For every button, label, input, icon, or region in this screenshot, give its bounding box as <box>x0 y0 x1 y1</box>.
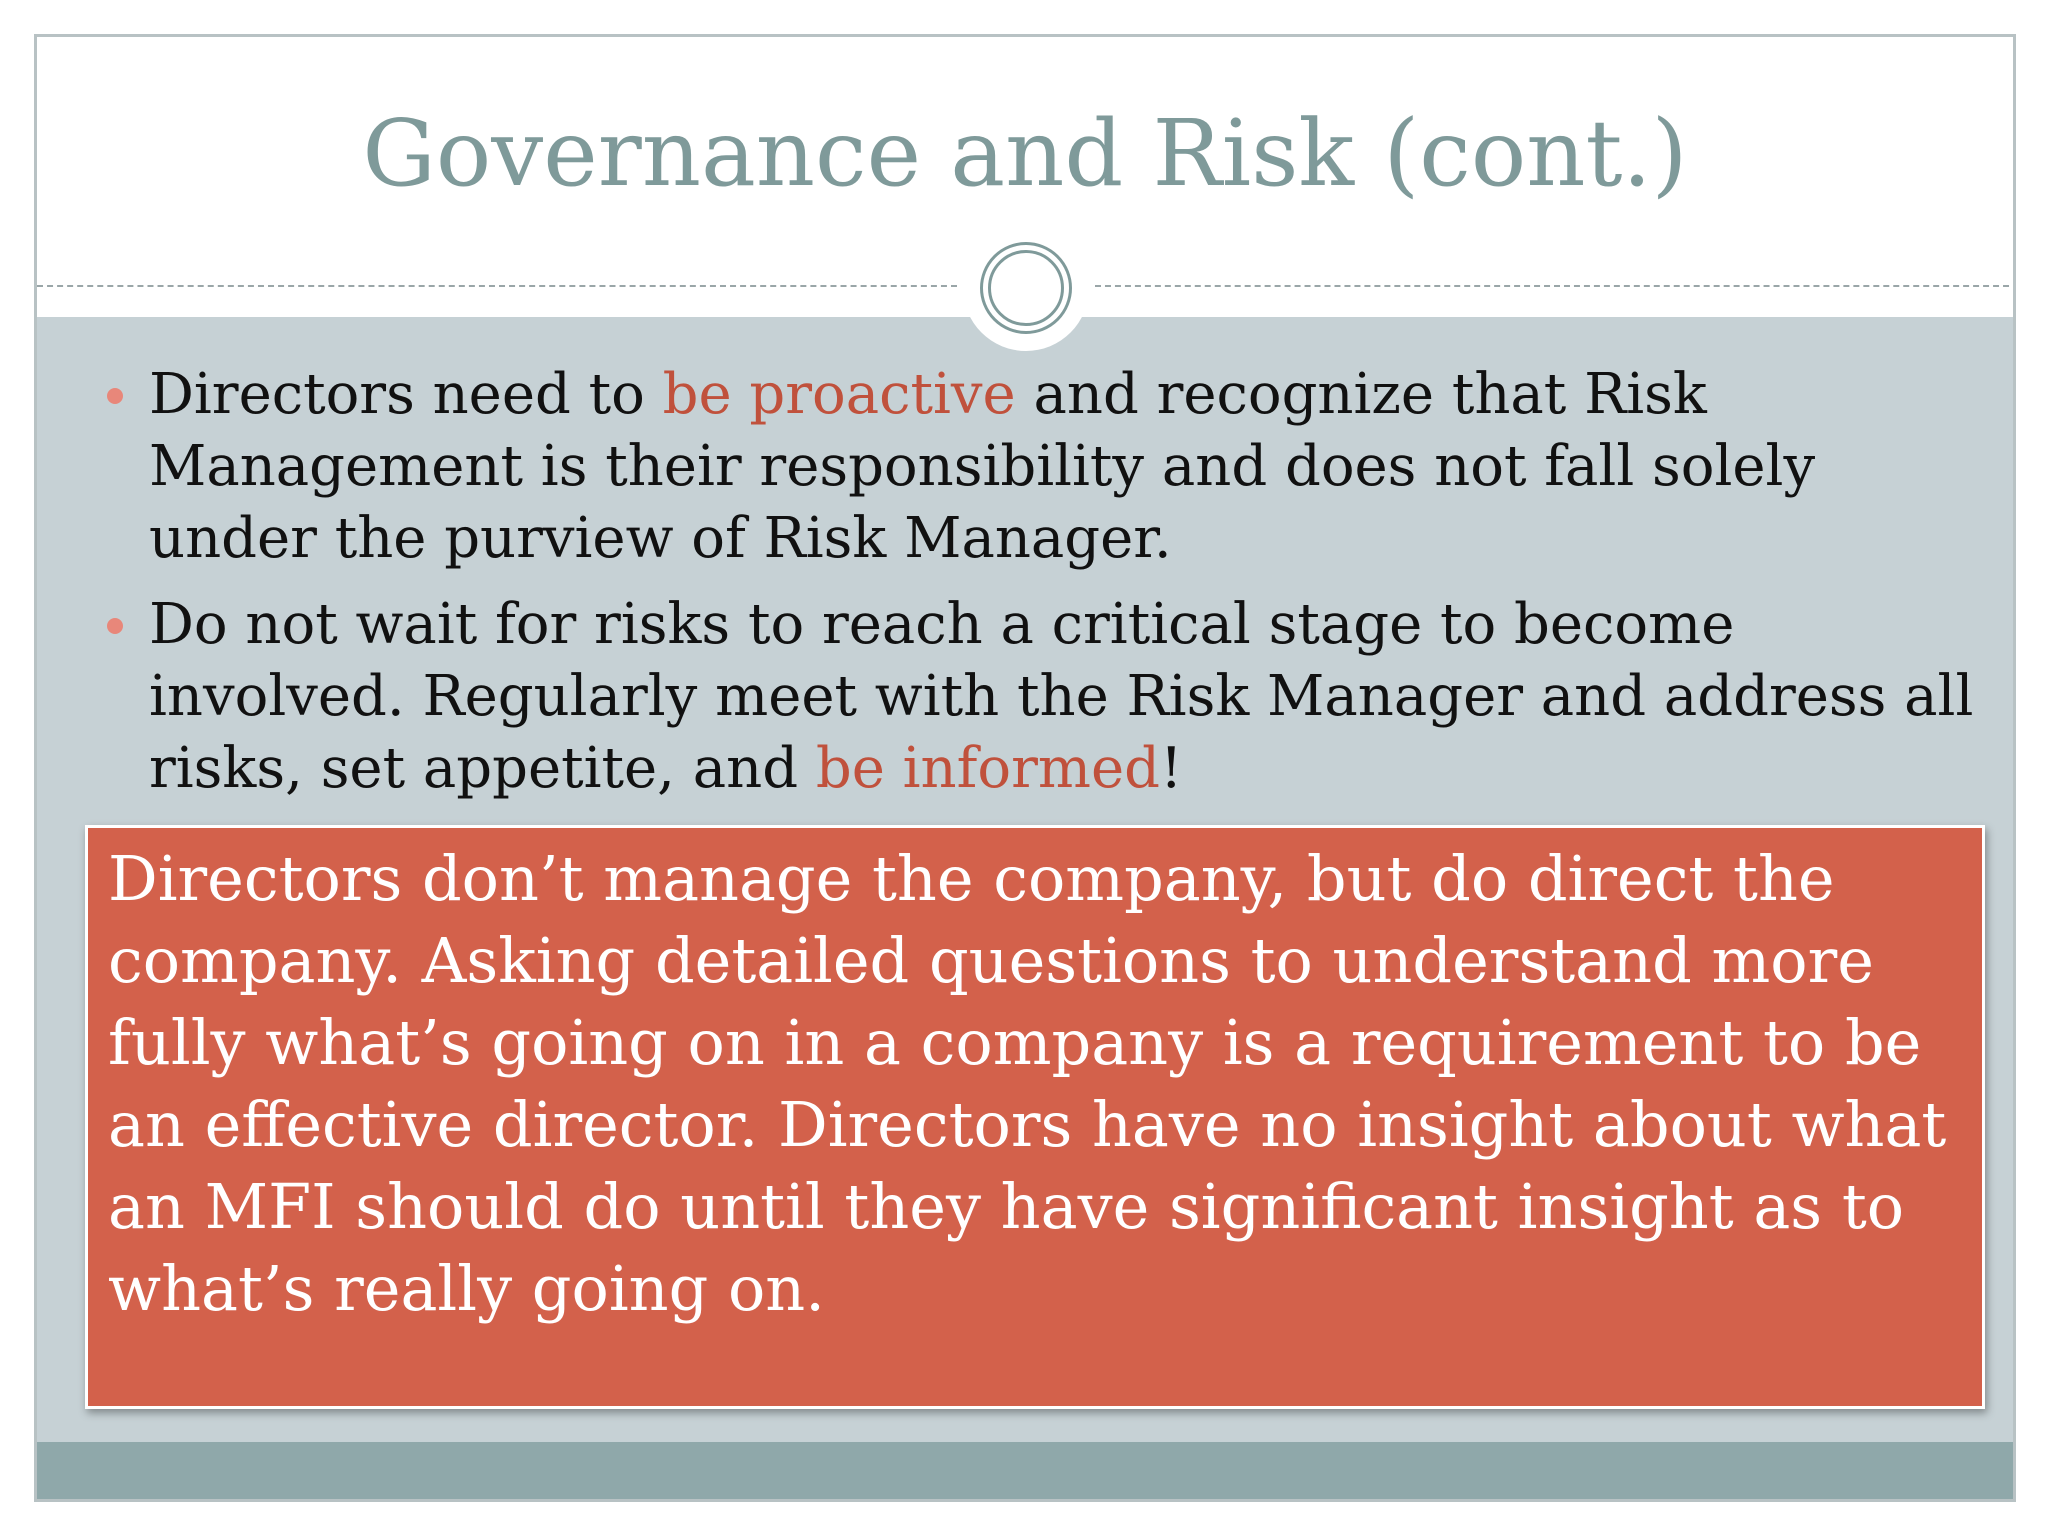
bullet-text: Directors need to <box>149 362 663 427</box>
bullet-list <box>149 359 1989 819</box>
slide-title: Governance and Risk (cont.) <box>362 100 1688 207</box>
slide <box>34 34 2016 1502</box>
bullet-dot-icon <box>107 388 123 404</box>
callout-text: Directors don’t manage the company, but do direct the company. Asking detailed questions to understand more fully what’s going on in a company is a requirement to be an effective director. Directors have no insight about what an MFI should do until they have significant insight as to what’s really going on. <box>108 842 1947 1325</box>
footer-band <box>37 1442 2013 1502</box>
bullet-text: ! <box>1159 736 1183 801</box>
bullet-text: Do not wait for risks to reach a critical stage to become involved. Regularly meet with the Risk Manager and address all risks, set appetite, and <box>149 592 1974 801</box>
bullet-dot-icon <box>107 618 123 634</box>
callout-box <box>85 825 1985 1409</box>
bullet-text: and recognize that Risk Management is their responsibility and does not fall solely under the purview of Risk Manager. <box>149 362 1816 571</box>
title-divider-right <box>1095 285 2016 287</box>
ornament-outer-ring <box>980 242 1072 334</box>
highlight-text: be informed <box>815 736 1160 801</box>
bullet-item <box>149 359 1989 575</box>
title-divider-left <box>37 285 957 287</box>
ornament-inner-ring <box>988 250 1064 326</box>
double-circle-ornament-icon <box>963 225 1089 351</box>
highlight-text: be proactive <box>662 362 1016 427</box>
bullet-item <box>149 589 1989 805</box>
